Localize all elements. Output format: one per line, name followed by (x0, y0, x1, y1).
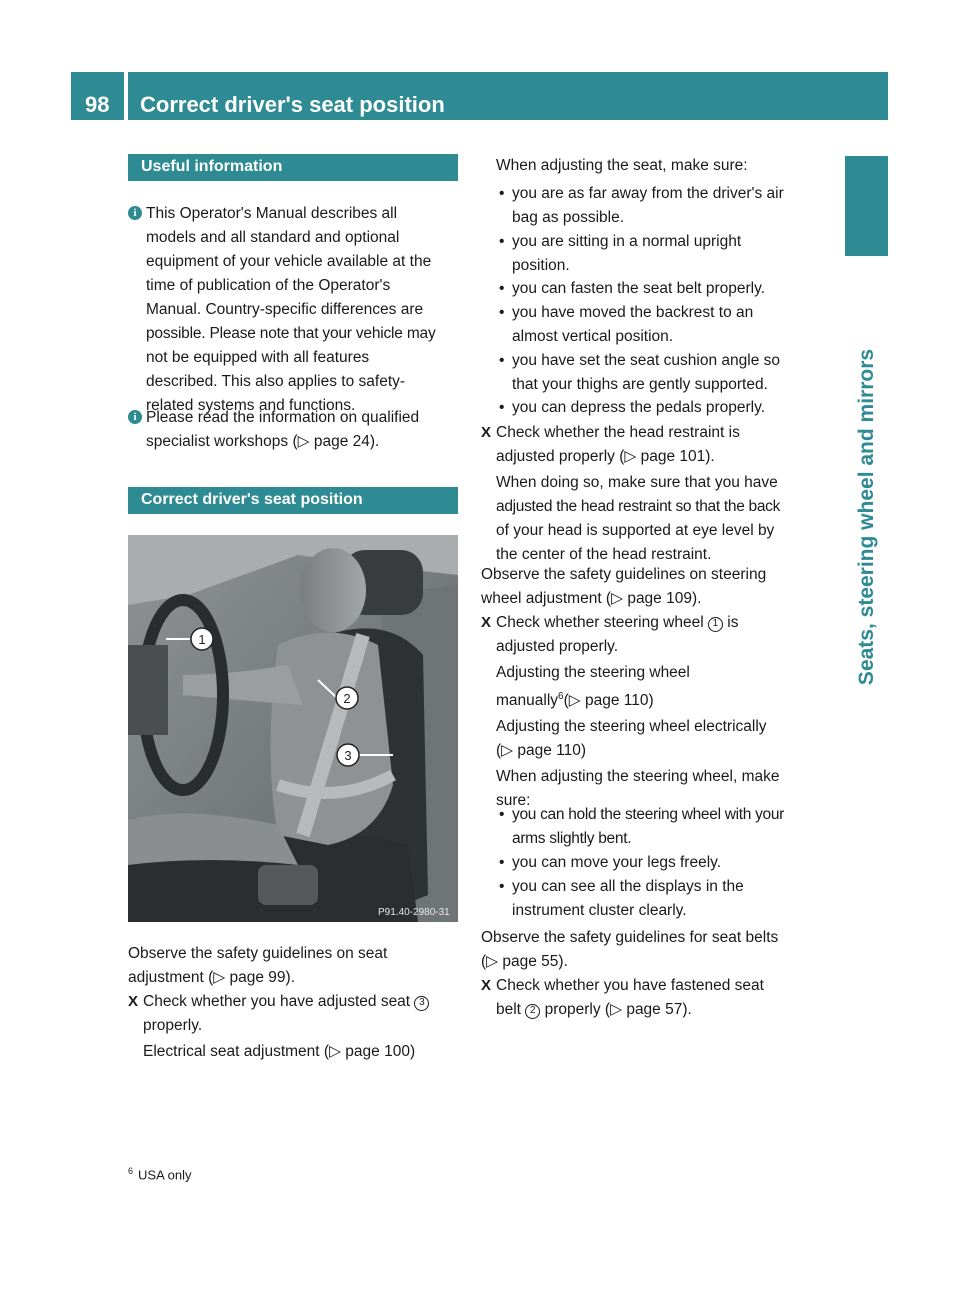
bullet-item: you are as far away from the driver's air bag as possible. (512, 185, 784, 226)
page-title: Correct driver's seat position (128, 72, 888, 120)
callout-2-ref: 2 (525, 1004, 540, 1019)
callout-1-ref: 1 (708, 617, 723, 632)
seat-position-figure (128, 535, 458, 922)
info-paragraph-1: This Operator's Manual describes all models and all standard and optional equipment of your vehicle available at the time of publication of the Operator's Manual. Country-specific differences are possible. Please note that your vehicle may not be equipped with all features described. This also applies to safety- related systems and functions. (146, 205, 436, 414)
bullet-item: you can move your legs freely. (512, 854, 722, 871)
useful-info-heading: Useful information (128, 154, 458, 181)
callout-3: 3 (344, 748, 352, 763)
seat-intro: When adjusting the seat, make sure: (496, 157, 748, 174)
bullet-item: you have set the seat cushion angle so that your thighs are gently supported. (512, 352, 780, 393)
side-tab-marker (845, 156, 888, 256)
callout-2: 2 (343, 691, 351, 706)
observe-steering-paragraph: Observe the safety guidelines on steering wheel adjustment (▷ page 109). (481, 566, 767, 607)
section-heading: Correct driver's seat position (128, 487, 458, 514)
bullet-item: you can depress the pedals properly. (512, 399, 766, 416)
side-chapter-label: Seats, steering wheel and mirrors (854, 348, 878, 686)
page-number: 98 (71, 72, 124, 120)
footnote: $^6$ USA only (128, 1166, 192, 1183)
bullet-item: you can fasten the seat belt properly. (512, 280, 766, 297)
bullet-item: you are sitting in a normal upright position. (512, 233, 742, 274)
observe-belts-paragraph: Observe the safety guidelines for seat belts (▷ page 55). (481, 929, 779, 970)
step-marker: X (481, 424, 492, 441)
driver-seat-illustration (128, 535, 458, 922)
head-restraint-step: Check whether the head restraint is adjusted properly (▷ page 101). When doing so, make sure that you have adjusted the head restraint so that the back of your head is supported at eye level by the center of the head restraint. (496, 424, 781, 563)
step-marker: X (481, 614, 492, 631)
bullet-item: you can see all the displays in the instrument cluster clearly. (512, 878, 744, 919)
callout-1: 1 (198, 632, 206, 647)
bullet-item: you have moved the backrest to an almost vertical position. (512, 304, 754, 345)
seat-check-step: Check whether you have adjusted seat 3 properly. Electrical seat adjustment (▷ page 100) (143, 990, 429, 1064)
belt-check-step: Check whether you have fastened seat belt 2 properly (▷ page 57). (496, 977, 764, 1018)
step-marker: X (128, 993, 139, 1010)
callout-3-ref: 3 (414, 996, 429, 1011)
figure-code: P91.40-2980-31 (378, 907, 450, 918)
info-paragraph-2: Please read the information on qualified specialist workshops (▷ page 24). (146, 409, 420, 450)
step-marker: X (481, 977, 492, 994)
info-icon: i (128, 410, 142, 424)
observe-seat-paragraph: Observe the safety guidelines on seat adjustment (▷ page 99). (128, 945, 388, 986)
steering-check-step: Check whether steering wheel 1 is adjusted properly. Adjusting the steering wheel manually$^6$(▷ page 110) Adjusting the steering wheel electrically (▷ page 110) When adjusting the steering wheel, make sure: (496, 614, 780, 810)
info-icon: i (128, 206, 142, 220)
bullet-item: you can hold the steering wheel with your arms slightly bent. (512, 806, 785, 847)
